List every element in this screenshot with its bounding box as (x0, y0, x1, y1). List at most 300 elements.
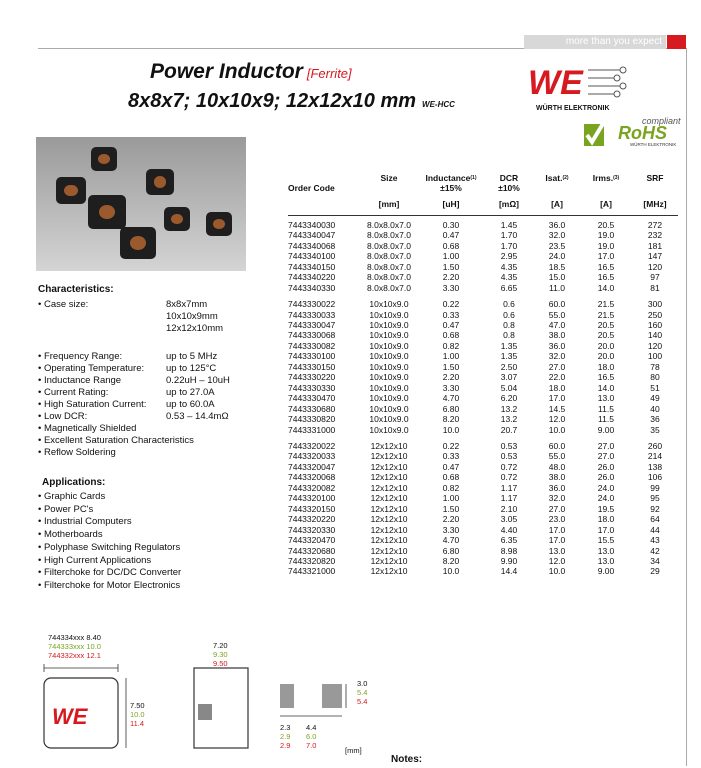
notes-label: Notes: (391, 754, 423, 765)
table-cell: 47.0 (548, 319, 566, 330)
pad-b-1: 4.4 (306, 723, 317, 732)
table-cell: 1.00 (442, 251, 460, 262)
table-cell: 16.5 (597, 372, 615, 383)
table-cell: 7443320220 (288, 514, 336, 525)
table-cell: 7443330033 (288, 309, 336, 320)
table-cell: 10x10x9.0 (369, 351, 409, 362)
table-cell: 10x10x9.0 (369, 330, 409, 341)
table-cell: 300 (647, 299, 663, 310)
table-cell: 3.30 (442, 382, 460, 393)
table-cell: 20.5 (597, 319, 615, 330)
table-cell: 232 (647, 230, 663, 241)
column-header-text: [A] (551, 198, 563, 209)
table-cell: 1.50 (442, 361, 460, 372)
table-cell: 10.0 (442, 424, 460, 435)
characteristic-row (38, 363, 278, 375)
table-cell: 1.50 (442, 261, 460, 272)
table-row (288, 241, 678, 251)
table-row (288, 214, 678, 230)
table-cell: 4.70 (442, 535, 460, 546)
table-cell: 0.8 (503, 330, 515, 341)
table-cell: 34 (650, 555, 660, 566)
table-row (288, 351, 678, 361)
table-cell: 1.17 (500, 482, 518, 493)
table-cell: 20.0 (597, 351, 615, 362)
characteristic-row (38, 351, 278, 363)
table-cell: 14.0 (597, 382, 615, 393)
characteristic-label: • Operating Temperature: (38, 363, 145, 374)
characteristic-value: 8x8x7mm (166, 299, 208, 310)
table-cell: 0.47 (442, 319, 460, 330)
column-header (632, 173, 678, 183)
table-cell: 120 (647, 340, 663, 351)
table-cell: 0.82 (442, 340, 460, 351)
characteristic-label: • Case size: (38, 299, 89, 310)
width-1: 7.20 (213, 641, 228, 650)
table-cell: 12x12x10 (370, 545, 408, 556)
table-cell: 1.00 (442, 493, 460, 504)
table-cell: 4.70 (442, 393, 460, 404)
table-row (288, 362, 678, 372)
table-cell: 20.5 (597, 330, 615, 341)
table-cell: 12x12x10 (370, 482, 408, 493)
table-cell: 51 (650, 382, 660, 393)
table-cell: 0.68 (442, 330, 460, 341)
table-cell: 13.0 (597, 545, 615, 556)
table-row (288, 462, 678, 472)
table-cell: 7443330150 (288, 361, 336, 372)
series-code: WE-HCC (422, 100, 455, 109)
table-cell: 23.5 (548, 240, 566, 251)
table-cell: 26.0 (597, 461, 615, 472)
table-cell: 49 (650, 393, 660, 404)
height-2: 10.0 (130, 710, 145, 719)
table-cell: 1.70 (500, 240, 518, 251)
characteristic-row (38, 323, 278, 335)
product-table (288, 173, 678, 577)
table-cell: 24.0 (597, 482, 615, 493)
table-cell: 5.04 (500, 382, 518, 393)
column-header (288, 183, 360, 193)
table-cell: 18.0 (597, 361, 615, 372)
table-cell: 15.0 (548, 272, 566, 283)
table-cell: 18.0 (548, 382, 566, 393)
table-header-row (288, 173, 678, 183)
table-cell: 38.0 (548, 472, 566, 483)
table-cell: 99 (650, 482, 660, 493)
pad-h-2: 5.4 (357, 688, 368, 697)
table-row (288, 310, 678, 320)
characteristic-row (38, 387, 278, 399)
table-cell: 12x12x10 (370, 535, 408, 546)
table-cell: 27.0 (597, 451, 615, 462)
table-cell: 10.0 (548, 566, 566, 577)
application-item: • Industrial Computers (38, 516, 132, 528)
table-cell: 16.5 (597, 261, 615, 272)
page-subtitle (128, 90, 455, 113)
table-cell: 80 (650, 372, 660, 383)
table-row (288, 514, 678, 524)
table-cell: 20.0 (597, 340, 615, 351)
table-cell: 10x10x9.0 (369, 340, 409, 351)
table-cell: 7443330100 (288, 351, 336, 362)
table-cell: 0.33 (442, 451, 460, 462)
table-cell: 2.20 (442, 514, 460, 525)
table-cell: 272 (647, 219, 663, 230)
table-cell: 15.5 (597, 535, 615, 546)
column-header-text: [mm] (378, 198, 400, 209)
table-cell: 55.0 (548, 309, 566, 320)
table-cell: 44 (650, 524, 660, 535)
drawing-logo: WE (52, 704, 88, 729)
table-cell: 7443320082 (288, 482, 336, 493)
table-row (288, 404, 678, 414)
characteristic-value: 12x12x10mm (166, 323, 224, 334)
inductor-image (56, 177, 86, 204)
table-cell: 27.0 (548, 361, 566, 372)
characteristic-label: • Inductance Range (38, 375, 122, 386)
table-cell: 9.00 (597, 424, 615, 435)
table-cell: 12x12x10 (370, 555, 408, 566)
table-cell: 10.0 (548, 424, 566, 435)
table-cell: 6.35 (500, 535, 518, 546)
rohs-brand: WÜRTH ELEKTRONIK (630, 142, 677, 147)
table-cell: 36.0 (548, 482, 566, 493)
column-header-text: DCR (499, 173, 519, 183)
table-cell: 10x10x9.0 (369, 309, 409, 320)
height-3: 11.4 (130, 719, 145, 728)
table-cell: 48.0 (548, 461, 566, 472)
table-cell: 7443330330 (288, 382, 336, 393)
table-row (288, 535, 678, 545)
column-header (484, 194, 534, 214)
table-cell: 7443330047 (288, 319, 336, 330)
table-cell: 13.0 (597, 393, 615, 404)
table-cell: 7443330022 (288, 299, 336, 310)
dim-label-2: 744333xxx 10.0 (48, 642, 101, 651)
table-cell: 7443330068 (288, 330, 336, 341)
table-cell: 7443340047 (288, 230, 336, 241)
table-cell: 27.0 (597, 440, 615, 451)
column-header (484, 173, 534, 183)
pad-h-3: 5.4 (357, 697, 368, 706)
table-row (288, 425, 678, 435)
inductor-image (91, 147, 117, 171)
table-header-row (288, 194, 678, 214)
footnote-marker: (1) (470, 175, 477, 181)
application-item: • Motherboards (38, 529, 103, 541)
table-cell: 36.0 (548, 340, 566, 351)
characteristic-value: up to 60.0A (166, 399, 215, 410)
table-cell: 6.80 (442, 545, 460, 556)
table-cell: 32.0 (548, 230, 566, 241)
table-cell: 55.0 (548, 451, 566, 462)
brand-name: WÜRTH ELEKTRONIK (536, 105, 610, 112)
applications-list (38, 491, 278, 593)
table-row (288, 341, 678, 351)
column-header (418, 183, 484, 193)
table-cell: 10x10x9.0 (369, 372, 409, 383)
column-header (360, 183, 418, 193)
table-cell: 12x12x10 (370, 451, 408, 462)
table-cell: 12x12x10 (370, 566, 408, 577)
inductor-image (146, 169, 174, 195)
table-cell: 12x12x10 (370, 503, 408, 514)
table-cell: 7443330820 (288, 414, 336, 425)
table-cell: 6.65 (500, 282, 518, 293)
table-cell: 2.20 (442, 372, 460, 383)
table-cell: 1.35 (500, 351, 518, 362)
characteristic-row (38, 311, 278, 323)
characteristics-list (38, 299, 278, 469)
table-cell: 20.5 (597, 219, 615, 230)
table-cell: 7443320033 (288, 451, 336, 462)
table-cell: 35 (650, 424, 660, 435)
table-cell: 78 (650, 361, 660, 372)
table-cell: 64 (650, 514, 660, 525)
table-cell: 27.0 (548, 503, 566, 514)
table-cell: 6.20 (500, 393, 518, 404)
table-cell: 7443320470 (288, 535, 336, 546)
table-cell: 3.30 (442, 524, 460, 535)
table-cell: 17.0 (597, 251, 615, 262)
product-photo (36, 137, 246, 271)
inductor-image (120, 227, 156, 259)
table-cell: 16.5 (597, 272, 615, 283)
table-row (288, 293, 678, 309)
table-cell: 10x10x9.0 (369, 382, 409, 393)
table-cell: 7443331000 (288, 424, 336, 435)
table-cell: 214 (647, 451, 663, 462)
table-cell: 60.0 (548, 299, 566, 310)
table-row (288, 472, 678, 482)
characteristic-value: up to 125°C (166, 363, 217, 374)
table-cell: 4.35 (500, 261, 518, 272)
table-cell: 0.33 (442, 309, 460, 320)
table-cell: 106 (647, 472, 663, 483)
characteristic-value: 0.22uH – 10uH (166, 375, 230, 386)
pad-a-2: 2.9 (280, 732, 291, 741)
table-cell: 11.5 (598, 403, 614, 414)
applications-heading: Applications: (42, 477, 106, 488)
table-cell: 7443330680 (288, 403, 336, 414)
column-header-text: [uH] (442, 198, 460, 209)
table-cell: 0.72 (500, 472, 518, 483)
tagline-accent (667, 35, 686, 49)
table-cell: 181 (647, 240, 663, 251)
table-cell: 7443320150 (288, 503, 336, 514)
table-cell: 20.7 (500, 424, 518, 435)
inductor-image (88, 195, 126, 229)
tagline: more than you expect (524, 35, 666, 49)
column-header (418, 173, 484, 183)
table-cell: 42 (650, 545, 660, 556)
column-header-text: [A] (600, 198, 612, 209)
table-cell: 8.98 (500, 545, 518, 556)
table-cell: 100 (647, 351, 663, 362)
column-header (484, 183, 534, 193)
column-header (418, 194, 484, 214)
table-cell: 10x10x9.0 (369, 403, 409, 414)
table-cell: 7443320680 (288, 545, 336, 556)
table-row (288, 262, 678, 272)
table-cell: 13.0 (548, 545, 566, 556)
pad-a-1: 2.3 (280, 723, 291, 732)
table-cell: 95 (650, 493, 660, 504)
table-row (288, 493, 678, 503)
table-cell: 7443320047 (288, 461, 336, 472)
application-item: • Graphic Cards (38, 491, 106, 502)
table-cell: 19.0 (597, 240, 615, 251)
table-cell: 140 (647, 330, 663, 341)
table-cell: 10x10x9.0 (369, 414, 409, 425)
characteristic-row (38, 411, 278, 423)
table-cell: 7443340100 (288, 251, 336, 262)
table-cell: 1.50 (442, 503, 460, 514)
pad-a-3: 2.9 (280, 741, 291, 750)
rohs-badge (582, 116, 686, 150)
table-cell: 9.90 (500, 555, 518, 566)
table-cell: 14.0 (597, 282, 615, 293)
characteristic-row (38, 299, 278, 311)
table-cell: 8.20 (442, 555, 460, 566)
characteristic-value: 0.53 – 14.4mΩ (166, 411, 229, 422)
right-border (686, 114, 687, 766)
column-header (534, 194, 580, 214)
table-cell: 7443340330 (288, 282, 336, 293)
table-cell: 0.53 (500, 451, 518, 462)
table-cell: 17.0 (597, 524, 615, 535)
table-cell: 13.2 (500, 414, 518, 425)
characteristic-value: up to 27.0A (166, 387, 215, 398)
table-cell: 12x12x10 (370, 440, 408, 451)
table-cell: 18.5 (548, 261, 566, 272)
pad-b-3: 7.0 (306, 741, 317, 750)
table-cell: 60.0 (548, 440, 566, 451)
table-cell: 12x12x10 (370, 524, 408, 535)
table-row (288, 414, 678, 424)
table-cell: 8.0x8.0x7.0 (367, 261, 411, 272)
table-cell: 0.47 (442, 230, 460, 241)
table-cell: 1.45 (500, 219, 518, 230)
top-view-drawing (38, 662, 134, 756)
table-cell: 8.0x8.0x7.0 (367, 251, 411, 262)
table-row (288, 504, 678, 514)
table-cell: 1.17 (500, 493, 518, 504)
table-cell: 11.0 (549, 282, 565, 293)
application-item: • Polyphase Switching Regulators (38, 541, 181, 553)
table-row (288, 330, 678, 340)
we-logo-icon (522, 62, 634, 102)
title-main: Power Inductor (150, 60, 303, 83)
table-cell: 7443340030 (288, 219, 336, 230)
width-2: 9.30 (213, 650, 228, 659)
characteristic-row (38, 447, 278, 459)
table-cell: 21.5 (597, 309, 615, 320)
column-header-text: Order Code (288, 183, 335, 194)
table-cell: 92 (650, 503, 660, 514)
table-row (288, 320, 678, 330)
table-row (288, 451, 678, 461)
unit-label: [mm] (345, 746, 362, 755)
table-cell: 17.0 (548, 524, 566, 535)
table-cell: 13.0 (597, 555, 615, 566)
table-cell: 21.5 (597, 299, 615, 310)
table-cell: 19.5 (597, 503, 615, 514)
application-item: • Power PC's (38, 503, 94, 515)
inductor-image (206, 212, 232, 236)
table-cell: 7443320022 (288, 440, 336, 451)
characteristic-label: • Frequency Range: (38, 351, 123, 362)
table-cell: 260 (647, 440, 663, 451)
table-cell: 10.0 (442, 566, 460, 577)
pad-layout-drawing (276, 680, 356, 722)
table-cell: 0.22 (442, 299, 460, 310)
table-cell: 12.0 (548, 414, 566, 425)
table-cell: 14.4 (500, 566, 518, 577)
table-cell: 12x12x10 (370, 461, 408, 472)
characteristic-row (38, 399, 278, 411)
column-header-text: SRF (646, 173, 664, 183)
characteristic-label: • Reflow Soldering (38, 447, 116, 458)
table-cell: 24.0 (548, 251, 566, 262)
application-item: • High Current Applications (38, 554, 152, 566)
table-cell: 8.0x8.0x7.0 (367, 272, 411, 283)
table-cell: 12.0 (548, 555, 566, 566)
table-cell: 8.0x8.0x7.0 (367, 282, 411, 293)
table-row (288, 525, 678, 535)
column-header-text: Inductance (425, 173, 471, 183)
application-item: • Filterchoke for DC/DC Converter (38, 567, 182, 579)
side-view-drawing (190, 664, 252, 752)
table-cell: 12x12x10 (370, 472, 408, 483)
table-cell: 8.0x8.0x7.0 (367, 240, 411, 251)
column-header-text: Size (380, 173, 398, 183)
table-cell: 2.20 (442, 272, 460, 283)
column-header (632, 183, 678, 193)
table-cell: 0.22 (442, 440, 460, 451)
table-row (288, 272, 678, 282)
table-cell: 36.0 (548, 219, 566, 230)
table-row (288, 383, 678, 393)
table-cell: 8.0x8.0x7.0 (367, 230, 411, 241)
table-cell: 29 (650, 566, 660, 577)
table-cell: 10x10x9.0 (369, 393, 409, 404)
table-cell: 8.0x8.0x7.0 (367, 219, 411, 230)
characteristic-label: • Current Rating: (38, 387, 109, 398)
table-cell: 0.30 (442, 219, 460, 230)
table-cell: 24.0 (597, 493, 615, 504)
characteristic-label: • Excellent Saturation Characteristics (38, 435, 194, 446)
table-cell: 0.82 (442, 482, 460, 493)
column-header (580, 194, 632, 214)
table-cell: 120 (647, 261, 663, 272)
column-header (288, 194, 360, 214)
table-cell: 7443330470 (288, 393, 336, 404)
height-1: 7.50 (130, 701, 145, 710)
rohs-label: RoHS (618, 123, 667, 143)
table-cell: 32.0 (548, 493, 566, 504)
table-cell: 7443340150 (288, 261, 336, 272)
table-cell: 8.20 (442, 414, 460, 425)
table-cell: 6.80 (442, 403, 460, 414)
table-cell: 250 (647, 309, 663, 320)
table-row (288, 435, 678, 451)
table-row (288, 372, 678, 382)
checkmark-icon (582, 120, 606, 148)
characteristic-label: • High Saturation Current: (38, 399, 147, 410)
characteristic-row (38, 423, 278, 435)
